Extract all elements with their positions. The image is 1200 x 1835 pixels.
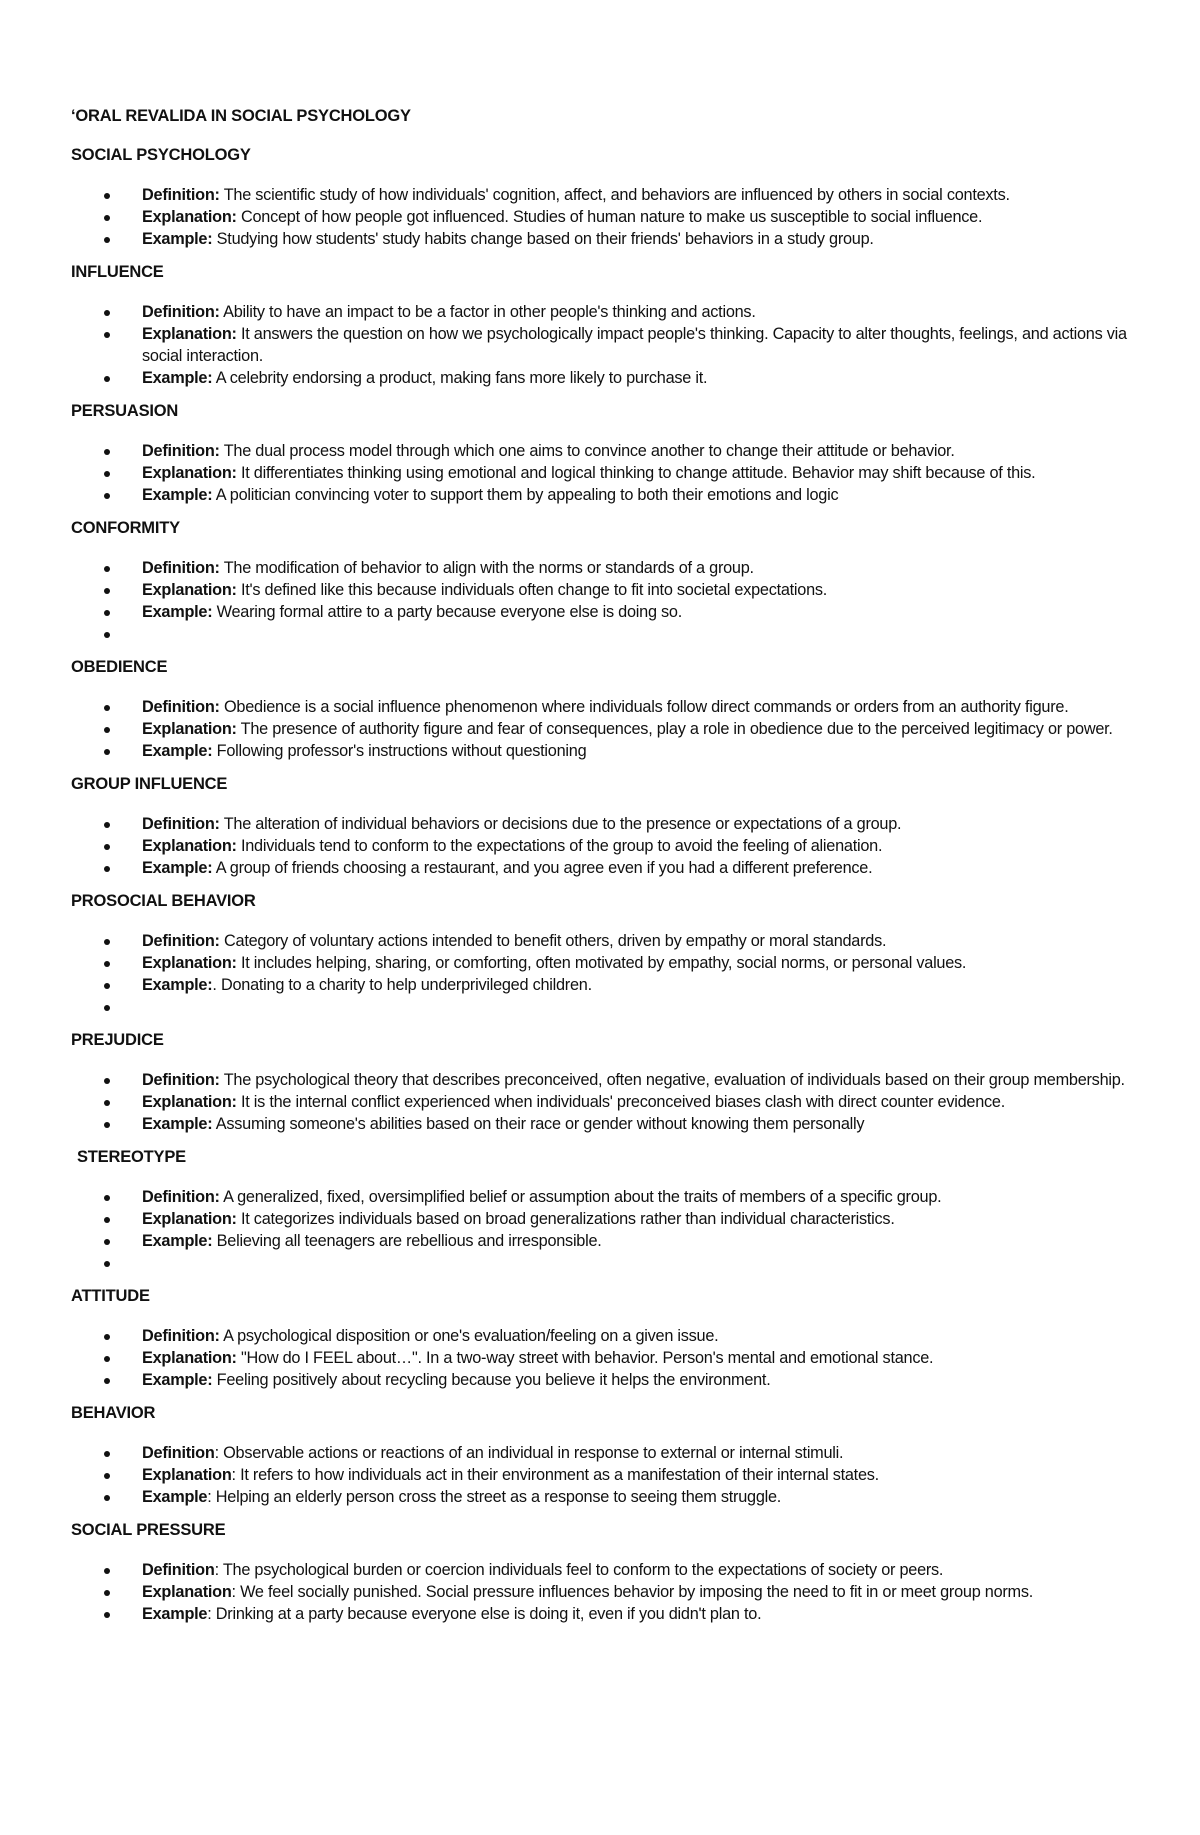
bullet-list [71, 301, 1141, 389]
bullet-icon [104, 588, 110, 594]
list-item [71, 1464, 1141, 1486]
list-item [71, 484, 1141, 506]
item-text: The alteration of individual behaviors or decisions due to the presence or expectations of a group. [219, 815, 902, 833]
item-text: It is the internal conflict experienced when individuals' preconceived biases clash with direct counter evidence. [236, 1093, 1006, 1111]
item-text: Observable actions or reactions of an individual in response to external or internal stimuli. [218, 1444, 844, 1462]
item-text: The scientific study of how individuals' cognition, affect, and behaviors are influenced by others in social contexts. [219, 186, 1010, 204]
item-text: A psychological disposition or one's evaluation/feeling on a given issue. [219, 1327, 719, 1345]
item-text: Helping an elderly person cross the street as a response to seeing them struggle. [211, 1488, 782, 1506]
item-text: The psychological burden or coercion individuals feel to conform to the expectations of society or peers. [218, 1561, 944, 1579]
bullet-icon [104, 1239, 110, 1245]
item-text: It answers the question on how we psychologically impact people's thinking. Capacity to alter thoughts, feelings, and actions via social interaction. [142, 325, 1127, 365]
item-label: Example: [142, 1371, 213, 1389]
section-heading: SOCIAL PSYCHOLOGY [71, 146, 251, 164]
list-item [71, 1603, 1141, 1625]
bullet-icon [104, 961, 110, 967]
item-text: A celebrity endorsing a product, making fans more likely to purchase it. [212, 369, 708, 387]
bullet-list [71, 184, 1141, 250]
bullet-icon [104, 493, 110, 499]
item-label: Example: [142, 369, 213, 387]
bullet-icon [104, 237, 110, 243]
section-heading: CONFORMITY [71, 519, 180, 537]
bullet-icon [104, 1334, 110, 1340]
section-heading: PREJUDICE [71, 1031, 164, 1049]
list-item [71, 718, 1141, 740]
list-item [71, 857, 1141, 879]
item-text: Feeling positively about recycling because you believe it helps the environment. [212, 1371, 771, 1389]
item-label: Definition: [142, 698, 220, 716]
item-label: Example: [142, 486, 213, 504]
item-label: Example: [142, 976, 213, 994]
bullet-icon [104, 866, 110, 872]
item-label: Explanation: [142, 837, 237, 855]
item-label: Example: [142, 1115, 213, 1133]
item-text: Drinking at a party because everyone else is doing it, even if you didn't plan to. [211, 1605, 762, 1623]
item-label: Definition: [142, 1188, 220, 1206]
item-label: Definition: [142, 186, 220, 204]
item-label: Definition: [142, 442, 220, 460]
item-label: Example [142, 1488, 208, 1506]
bullet-list [71, 1559, 1141, 1625]
item-label: Explanation [142, 1466, 232, 1484]
item-text: . Donating to a charity to help underprivileged children. [212, 976, 592, 994]
item-text: Assuming someone's abilities based on their race or gender without knowing them personally [212, 1115, 865, 1133]
bullet-list [71, 813, 1141, 879]
bullet-list [71, 696, 1141, 762]
list-item [71, 930, 1141, 952]
bullet-icon [104, 332, 110, 338]
item-label: Explanation: [142, 720, 237, 738]
list-item [71, 1486, 1141, 1508]
item-text: A group of friends choosing a restaurant, and you agree even if you had a different preference. [212, 859, 873, 877]
bullet-icon [104, 822, 110, 828]
item-label: Explanation: [142, 325, 237, 343]
section-list [71, 145, 1141, 1625]
item-text: Believing all teenagers are rebellious and irresponsible. [212, 1232, 602, 1250]
bullet-icon [104, 1005, 110, 1011]
section-heading: ATTITUDE [71, 1287, 150, 1305]
item-text: Obedience is a social influence phenomenon where individuals follow direct commands or orders from an authority figure. [219, 698, 1069, 716]
bullet-icon [104, 1612, 110, 1618]
bullet-icon [104, 449, 110, 455]
section-heading: INFLUENCE [71, 263, 164, 281]
item-text: "How do I FEEL about…". In a two-way street with behavior. Person's mental and emotional stance. [236, 1349, 934, 1367]
bullet-icon [104, 749, 110, 755]
item-text: Concept of how people got influenced. Studies of human nature to make us susceptible to social influence. [236, 208, 983, 226]
list-item [71, 1252, 1141, 1274]
item-text: Individuals tend to conform to the expectations of the group to avoid the feeling of alienation. [236, 837, 883, 855]
section-heading: PERSUASION [71, 402, 179, 420]
bullet-icon [104, 566, 110, 572]
list-item [71, 1113, 1141, 1135]
list-item [71, 1559, 1141, 1581]
list-item [71, 184, 1141, 206]
list-item [71, 1091, 1141, 1113]
list-item [71, 1369, 1141, 1391]
list-item [71, 1581, 1141, 1603]
list-item [71, 996, 1141, 1018]
item-text: It's defined like this because individuals often change to fit into societal expectations. [236, 581, 828, 599]
list-item [71, 1069, 1141, 1091]
list-item [71, 1186, 1141, 1208]
item-label: Definition: [142, 932, 220, 950]
list-item [71, 696, 1141, 718]
bullet-icon [104, 1378, 110, 1384]
item-text: We feel socially punished. Social pressure influences behavior by imposing the need to fit in or meet group norms. [235, 1583, 1034, 1601]
section [71, 1147, 1141, 1274]
bullet-list [71, 440, 1141, 506]
item-text: Category of voluntary actions intended to benefit others, driven by empathy or moral standards. [219, 932, 887, 950]
item-label: Definition [142, 1561, 215, 1579]
item-text: A politician convincing voter to support them by appealing to both their emotions and logic [212, 486, 839, 504]
section [71, 891, 1141, 1018]
bullet-icon [104, 1261, 110, 1267]
section-heading: BEHAVIOR [71, 1404, 156, 1422]
item-separator: : [231, 1466, 236, 1484]
bullet-icon [104, 1473, 110, 1479]
section [71, 262, 1141, 389]
item-text: Wearing formal attire to a party because everyone else is doing so. [212, 603, 682, 621]
item-label: Example: [142, 742, 213, 760]
item-text: Following professor's instructions without questioning [212, 742, 587, 760]
item-label: Explanation: [142, 208, 237, 226]
item-label: Example: [142, 603, 213, 621]
item-text: It categorizes individuals based on broad generalizations rather than individual characteristics. [236, 1210, 895, 1228]
item-text: The psychological theory that describes preconceived, often negative, evaluation of individuals based on their group membership. [219, 1071, 1125, 1089]
list-item [71, 952, 1141, 974]
bullet-list [71, 1442, 1141, 1508]
section [71, 1403, 1141, 1508]
bullet-list [71, 1069, 1141, 1135]
section-heading: PROSOCIAL BEHAVIOR [71, 892, 256, 910]
item-label: Definition: [142, 1071, 220, 1089]
section [71, 1520, 1141, 1625]
list-item [71, 1442, 1141, 1464]
section-heading: STEREOTYPE [77, 1148, 186, 1166]
item-text: The presence of authority figure and fear of consequences, play a role in obedience due to the perceived legitimacy or power. [236, 720, 1113, 738]
item-text: It includes helping, sharing, or comforting, often motivated by empathy, social norms, or personal values. [236, 954, 967, 972]
bullet-icon [104, 1568, 110, 1574]
item-label: Explanation: [142, 1210, 237, 1228]
item-label: Definition: [142, 1327, 220, 1345]
item-label: Explanation: [142, 464, 237, 482]
item-label: Definition: [142, 559, 220, 577]
section [71, 657, 1141, 762]
bullet-icon [104, 1217, 110, 1223]
list-item [71, 462, 1141, 484]
item-text: A generalized, fixed, oversimplified belief or assumption about the traits of members of a specific group. [219, 1188, 942, 1206]
list-item [71, 813, 1141, 835]
bullet-icon [104, 1495, 110, 1501]
list-item [71, 367, 1141, 389]
document-title: ‘ORAL REVALIDA IN SOCIAL PSYCHOLOGY [71, 107, 411, 125]
item-label: Explanation: [142, 1093, 237, 1111]
list-item [71, 1347, 1141, 1369]
item-label: Definition: [142, 303, 220, 321]
list-item [71, 206, 1141, 228]
list-item [71, 974, 1141, 996]
section [71, 401, 1141, 506]
section [71, 774, 1141, 879]
bullet-icon [104, 310, 110, 316]
list-item [71, 835, 1141, 857]
bullet-icon [104, 1451, 110, 1457]
bullet-icon [104, 983, 110, 989]
bullet-icon [104, 610, 110, 616]
list-item [71, 301, 1141, 323]
bullet-list [71, 1325, 1141, 1391]
bullet-icon [104, 1195, 110, 1201]
section [71, 1030, 1141, 1135]
item-text: Ability to have an impact to be a factor in other people's thinking and actions. [219, 303, 756, 321]
bullet-icon [104, 471, 110, 477]
item-text: It differentiates thinking using emotional and logical thinking to change attitude. Behavior may shift because of this. [236, 464, 1036, 482]
item-label: Explanation: [142, 1349, 237, 1367]
list-item [71, 1208, 1141, 1230]
item-text: The dual process model through which one aims to convince another to change their attitude or behavior. [219, 442, 955, 460]
list-item [71, 579, 1141, 601]
section-heading: SOCIAL PRESSURE [71, 1521, 226, 1539]
bullet-icon [104, 1590, 110, 1596]
bullet-icon [104, 705, 110, 711]
list-item [71, 601, 1141, 623]
item-separator: : [207, 1605, 212, 1623]
item-label: Definition: [142, 815, 220, 833]
item-text: It refers to how individuals act in their environment as a manifestation of their internal states. [235, 1466, 879, 1484]
bullet-list [71, 1186, 1141, 1274]
item-separator: : [214, 1561, 219, 1579]
list-item [71, 440, 1141, 462]
bullet-icon [104, 844, 110, 850]
bullet-icon [104, 376, 110, 382]
item-label: Example [142, 1605, 208, 1623]
section-heading: GROUP INFLUENCE [71, 775, 228, 793]
item-text: Studying how students' study habits change based on their friends' behaviors in a study group. [212, 230, 874, 248]
item-label: Example: [142, 230, 213, 248]
list-item [71, 623, 1141, 645]
item-separator: : [231, 1583, 236, 1601]
bullet-icon [104, 727, 110, 733]
list-item [71, 740, 1141, 762]
item-label: Example: [142, 1232, 213, 1250]
bullet-icon [104, 632, 110, 638]
bullet-icon [104, 1078, 110, 1084]
list-item [71, 557, 1141, 579]
bullet-icon [104, 1122, 110, 1128]
item-separator: : [214, 1444, 219, 1462]
item-label: Explanation: [142, 581, 237, 599]
list-item [71, 323, 1141, 367]
item-label: Example: [142, 859, 213, 877]
document-page [71, 106, 1141, 1637]
item-label: Definition [142, 1444, 215, 1462]
bullet-icon [104, 939, 110, 945]
item-label: Explanation: [142, 954, 237, 972]
bullet-icon [104, 1356, 110, 1362]
section-heading: OBEDIENCE [71, 658, 168, 676]
list-item [71, 228, 1141, 250]
section [71, 518, 1141, 645]
section [71, 145, 1141, 250]
bullet-list [71, 930, 1141, 1018]
bullet-icon [104, 215, 110, 221]
list-item [71, 1230, 1141, 1252]
bullet-list [71, 557, 1141, 645]
section [71, 1286, 1141, 1391]
bullet-icon [104, 193, 110, 199]
item-separator: : [207, 1488, 212, 1506]
item-label: Explanation [142, 1583, 232, 1601]
list-item [71, 1325, 1141, 1347]
bullet-icon [104, 1100, 110, 1106]
item-text: The modification of behavior to align with the norms or standards of a group. [219, 559, 754, 577]
